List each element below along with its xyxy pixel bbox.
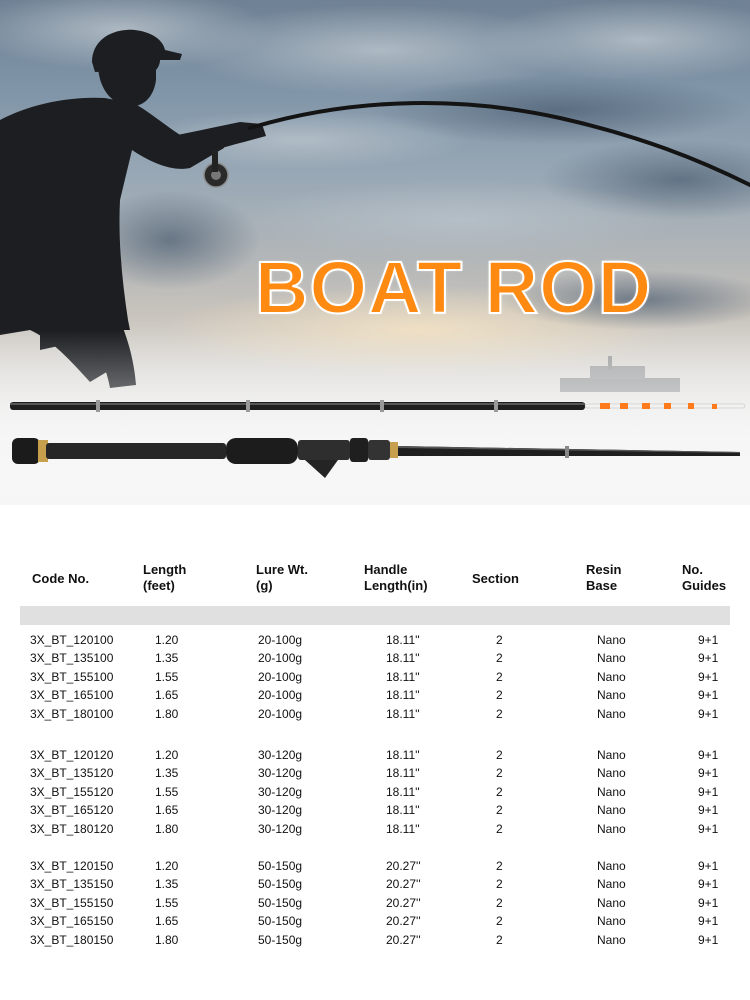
cell-lure-weight: 30-120g	[258, 766, 303, 781]
header-guides-line-1: No.	[682, 562, 703, 577]
table-row	[0, 931, 750, 949]
cell-handle-length: 20.27''	[386, 859, 421, 873]
cell-resin-base: Nano	[597, 651, 626, 666]
cell-handle-length: 18.11''	[386, 784, 420, 799]
header-handle-line-1: Handle	[364, 562, 408, 577]
cell-length: 1.35	[155, 877, 179, 892]
table-row	[0, 705, 750, 723]
cell-no-guides: 9+1	[698, 877, 719, 892]
cell-code: 3X_BT_135100	[30, 651, 114, 666]
table-row	[0, 894, 750, 912]
cell-no-guides: 9+1	[698, 633, 719, 647]
cell-no-guides: 9+1	[698, 766, 719, 781]
cell-length: 1.65	[155, 803, 179, 818]
cell-lure-weight: 50-150g	[258, 932, 303, 947]
cell-resin-base: Nano	[597, 688, 626, 703]
cell-length: 1.20	[155, 748, 179, 762]
cell-resin-base: Nano	[597, 633, 626, 647]
cell-code: 3X_BT_180100	[30, 706, 114, 721]
header-length	[143, 562, 186, 594]
cell-section: 2	[496, 895, 503, 910]
cell-handle-length: 18.11''	[386, 633, 420, 647]
cell-resin-base: Nano	[597, 914, 626, 929]
cell-resin-base: Nano	[597, 821, 626, 836]
cell-lure-weight: 20-100g	[258, 633, 303, 647]
cell-resin-base: Nano	[597, 784, 626, 799]
table-row	[0, 764, 750, 782]
header-lure-weight	[256, 562, 308, 594]
cell-length: 1.35	[155, 651, 179, 666]
table-row	[0, 801, 750, 819]
cell-length: 1.20	[155, 859, 179, 873]
table-row	[0, 746, 750, 764]
cell-resin-base: Nano	[597, 895, 626, 910]
cell-lure-weight: 50-150g	[258, 877, 303, 892]
header-resin-line-2: Base	[586, 578, 618, 593]
cell-lure-weight: 20-100g	[258, 706, 303, 721]
cell-lure-weight: 20-100g	[258, 688, 303, 703]
header-code-no	[32, 571, 89, 587]
spec-table	[0, 505, 750, 1000]
cell-code: 3X_BT_155120	[30, 784, 114, 799]
cell-code: 3X_BT_135150	[30, 877, 114, 892]
cell-handle-length: 18.11''	[386, 821, 420, 836]
cell-no-guides: 9+1	[698, 895, 719, 910]
cell-no-guides: 9+1	[698, 859, 719, 873]
header-section-line-1: Section	[472, 571, 519, 586]
cell-code: 3X_BT_120150	[30, 859, 114, 873]
cell-handle-length: 18.11''	[386, 766, 420, 781]
cell-lure-weight: 30-120g	[258, 821, 303, 836]
cell-code: 3X_BT_155100	[30, 669, 114, 684]
cell-length: 1.55	[155, 784, 179, 799]
cell-code: 3X_BT_120120	[30, 748, 114, 762]
cell-resin-base: Nano	[597, 748, 626, 762]
cell-handle-length: 18.11''	[386, 706, 420, 721]
cell-handle-length: 20.27''	[386, 914, 421, 929]
cell-length: 1.80	[155, 706, 179, 721]
table-row	[0, 857, 750, 875]
header-guides-line-2: Guides	[682, 578, 727, 593]
cell-section: 2	[496, 651, 503, 666]
cell-resin-base: Nano	[597, 932, 626, 947]
cell-section: 2	[496, 803, 503, 818]
cell-no-guides: 9+1	[698, 932, 719, 947]
cell-code: 3X_BT_180120	[30, 821, 114, 836]
cell-code: 3X_BT_180150	[30, 932, 114, 947]
table-row	[0, 875, 750, 893]
header-length-line-1: Length	[143, 562, 187, 577]
cell-section: 2	[496, 688, 503, 703]
cell-section: 2	[496, 877, 503, 892]
cell-length: 1.35	[155, 766, 179, 781]
cell-no-guides: 9+1	[698, 803, 719, 818]
cell-length: 1.55	[155, 669, 179, 684]
cell-section: 2	[496, 932, 503, 947]
cell-section: 2	[496, 633, 503, 647]
cell-no-guides: 9+1	[698, 821, 719, 836]
cell-handle-length: 20.27''	[386, 895, 421, 910]
cell-code: 3X_BT_135120	[30, 766, 114, 781]
header-section	[472, 571, 519, 587]
cell-section: 2	[496, 766, 503, 781]
cell-no-guides: 9+1	[698, 914, 719, 929]
cell-no-guides: 9+1	[698, 784, 719, 799]
cell-section: 2	[496, 784, 503, 799]
cell-handle-length: 18.11''	[386, 748, 420, 762]
cell-handle-length: 20.27''	[386, 932, 421, 947]
cell-lure-weight: 30-120g	[258, 803, 303, 818]
cell-resin-base: Nano	[597, 766, 626, 781]
table-row	[0, 649, 750, 667]
table-row	[0, 783, 750, 801]
cell-code: 3X_BT_120100	[30, 633, 114, 647]
cell-resin-base: Nano	[597, 859, 626, 873]
cell-lure-weight: 50-150g	[258, 895, 303, 910]
cell-code: 3X_BT_165100	[30, 688, 114, 703]
cell-lure-weight: 50-150g	[258, 859, 303, 873]
cell-resin-base: Nano	[597, 706, 626, 721]
cell-section: 2	[496, 669, 503, 684]
cell-no-guides: 9+1	[698, 688, 719, 703]
cell-length: 1.80	[155, 821, 179, 836]
table-row	[0, 820, 750, 838]
cell-length: 1.65	[155, 688, 179, 703]
cell-handle-length: 18.11''	[386, 688, 420, 703]
cell-resin-base: Nano	[597, 803, 626, 818]
cell-resin-base: Nano	[597, 669, 626, 684]
cell-length: 1.20	[155, 633, 179, 647]
cell-section: 2	[496, 914, 503, 929]
cell-section: 2	[496, 821, 503, 836]
cell-lure-weight: 30-120g	[258, 748, 303, 762]
cell-no-guides: 9+1	[698, 669, 719, 684]
cell-handle-length: 18.11''	[386, 803, 420, 818]
table-row	[0, 668, 750, 686]
cell-resin-base: Nano	[597, 877, 626, 892]
header-handle-line-2: Length(in)	[364, 578, 428, 593]
header-lure-line-1: Lure Wt.	[256, 562, 308, 577]
cell-lure-weight: 50-150g	[258, 914, 303, 929]
table-row	[0, 912, 750, 930]
cell-section: 2	[496, 859, 503, 873]
header-resin-base	[586, 562, 621, 594]
header-lure-line-2: (g)	[256, 578, 273, 593]
cell-section: 2	[496, 706, 503, 721]
page-title: BOAT ROD	[255, 246, 653, 329]
cell-code: 3X_BT_155150	[30, 895, 114, 910]
cell-length: 1.65	[155, 914, 179, 929]
cell-lure-weight: 30-120g	[258, 784, 303, 799]
cell-code: 3X_BT_165120	[30, 803, 114, 818]
header-handle-length	[364, 562, 428, 594]
cell-handle-length: 18.11''	[386, 651, 420, 666]
table-row	[0, 631, 750, 649]
cell-lure-weight: 20-100g	[258, 651, 303, 666]
header-code-line-1: Code No.	[32, 571, 90, 586]
cell-length: 1.55	[155, 895, 179, 910]
header-divider-band	[20, 606, 730, 625]
cell-section: 2	[496, 748, 503, 762]
cell-length: 1.80	[155, 932, 179, 947]
cell-no-guides: 9+1	[698, 706, 719, 721]
cell-lure-weight: 20-100g	[258, 669, 303, 684]
cell-no-guides: 9+1	[698, 651, 719, 666]
cell-no-guides: 9+1	[698, 748, 719, 762]
header-no-guides	[682, 562, 726, 594]
table-row	[0, 686, 750, 704]
cell-handle-length: 18.11''	[386, 669, 420, 684]
cell-handle-length: 20.27''	[386, 877, 421, 892]
cell-code: 3X_BT_165150	[30, 914, 114, 929]
header-resin-line-1: Resin	[586, 562, 622, 577]
header-length-line-2: (feet)	[143, 578, 175, 593]
